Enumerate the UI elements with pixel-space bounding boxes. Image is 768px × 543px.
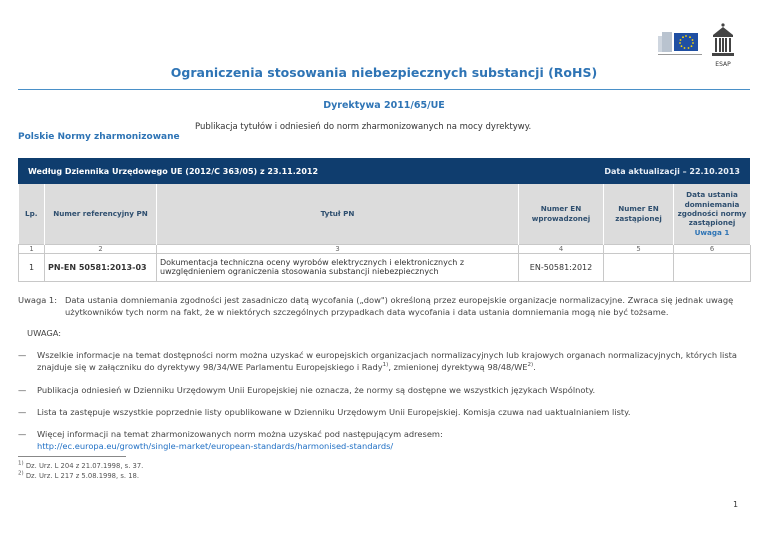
column-header-title: Tytuł PN: [157, 184, 519, 244]
column-header-en-replaced: Numer EN zastąpionej: [604, 184, 674, 244]
note-item: [18, 406, 750, 418]
dash-marker: —: [18, 407, 27, 417]
harmonised-standards-link[interactable]: http://ec.europa.eu/growth/single-market/european-standards/harmonised-standards/: [37, 441, 394, 452]
footnote-text: Dz. Urz. L 217 z 5.08.1998, s. 18.: [25, 472, 140, 480]
dash-marker: —: [18, 429, 27, 439]
column-number: 6: [674, 244, 751, 253]
column-header-en-introduced: Numer EN wprowadzonej: [519, 184, 604, 244]
cell-en-replaced: [604, 253, 674, 281]
note-item: [18, 349, 750, 373]
footnote-marker: 2): [18, 470, 24, 477]
publication-subtitle: Publikacja tytułów i odniesień do norm zharmonizowanych na mocy dyrektywy.: [195, 122, 532, 132]
footnote-1: [18, 462, 143, 470]
column-number: 3: [157, 244, 519, 253]
cell-title: Dokumentacja techniczna oceny wyrobów elektrycznych i elektronicznych z uwzględnieniem ograniczenia stosowania substancji niebezpiecznych: [157, 253, 519, 281]
column-header-lp: Lp.: [19, 184, 45, 244]
journal-reference: Według Dziennika Urzędowego UE (2012/C 363/05) z 23.11.2012: [28, 166, 319, 176]
esap-label: ESAP: [715, 61, 731, 68]
footnote-2: [18, 472, 139, 480]
standards-table: [18, 158, 750, 282]
footnote-ref[interactable]: 2): [527, 362, 534, 369]
column-header-ref-number: Numer referencyjny PN: [45, 184, 157, 244]
column-number: 4: [519, 244, 604, 253]
page-title: Ograniczenia stosowania niebezpiecznych substancji (RoHS): [170, 65, 598, 80]
section-label: Polskie Normy zharmonizowane: [18, 132, 180, 142]
table-header-bar: [18, 158, 750, 184]
note-text-part: Więcej informacji na temat zharmonizowanych norm można uzyskać pod następującym adresem:: [37, 429, 443, 439]
page-number: 1: [733, 500, 739, 509]
note-text: [37, 428, 750, 452]
title-divider: [18, 89, 750, 90]
dash-marker: —: [18, 385, 27, 395]
notes-heading: UWAGA:: [27, 328, 62, 338]
note-text-part: , zmienionej dyrektywą 98/48/WE: [388, 362, 528, 373]
date-cessation-label: Data ustania domniemania zgodności normy zastąpionej: [677, 190, 747, 228]
footnote-marker: 1): [18, 460, 24, 467]
remark-1-label: Uwaga 1:: [18, 295, 58, 305]
directive-title: Dyrektywa 2011/65/UE: [323, 100, 445, 111]
dash-marker: —: [18, 350, 27, 360]
column-numbers-row: [19, 244, 751, 253]
footnote-text: Dz. Urz. L 204 z 21.07.1998, s. 37.: [25, 462, 144, 470]
eu-flag-logo-icon: [658, 30, 702, 56]
table-row: [19, 253, 751, 281]
note-item: [18, 428, 750, 452]
note-text: [37, 349, 750, 373]
column-number: 2: [45, 244, 157, 253]
column-header-date-cessation: [674, 184, 751, 244]
column-number: 5: [604, 244, 674, 253]
footnote-divider: [18, 456, 126, 457]
cell-en-introduced: EN-50581:2012: [519, 253, 604, 281]
building-logo-icon: [710, 22, 736, 62]
update-date: Data aktualizacji – 22.10.2013: [604, 166, 740, 176]
note-text: Lista ta zastępuje wszystkie poprzednie listy opublikowane w Dzienniku Urzędowym Unii Europejskiej. Komisja czuwa nad uaktualnianiem listy.: [37, 407, 631, 417]
note-text-part: .: [533, 362, 536, 373]
standards-grid: [18, 184, 751, 282]
note-item: [18, 384, 750, 396]
remark-1: [18, 294, 750, 318]
footnote-ref[interactable]: 1): [382, 362, 389, 369]
remark-1-text: Data ustania domniemania zgodności jest zasadniczo datą wycofania („dow") określoną przez europejskie organizacje normalizacyjne. Zwraca się jednak uwagę użytkowników tych norm na fakt, że w niektórych szczególnych przypadkach data wycofania i data ustania domniemania mogą nie być tożsame.: [65, 295, 734, 318]
cell-ref-number: PN-EN 50581:2013-03: [45, 253, 157, 281]
column-number: 1: [19, 244, 45, 253]
logo-area: [658, 22, 738, 68]
date-cessation-note: Uwaga 1: [694, 227, 730, 237]
cell-date-cessation: [674, 253, 751, 281]
note-text: Publikacja odniesień w Dzienniku Urzędowym Unii Europejskiej nie oznacza, że normy są dostępne we wszystkich językach Wspólnoty.: [37, 385, 596, 395]
note-text-part: Wszelkie informacje na temat dostępności norm można uzyskać w europejskich organizacjach normalizacyjnych lub krajowych organach normalizacyjnych, których lista znajduje się w załączniku do dyrektywy 98/34/WE Parlamentu Europejskiego i Rady: [37, 350, 738, 373]
cell-lp: 1: [19, 253, 45, 281]
